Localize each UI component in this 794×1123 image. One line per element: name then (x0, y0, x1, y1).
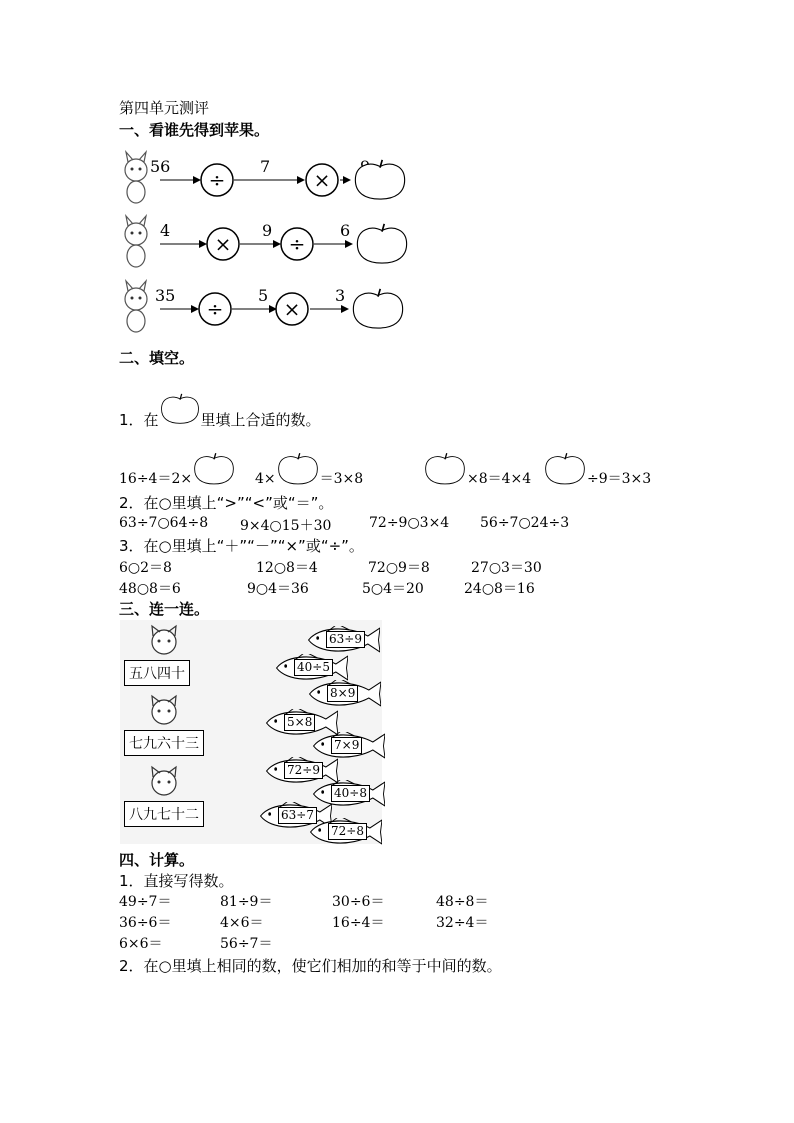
cat-icon (125, 216, 147, 267)
operator-symbol: ÷ (206, 297, 224, 321)
cat-card (124, 624, 204, 694)
fish-expression: 40÷8 (331, 785, 370, 802)
apple-answer-icon[interactable] (355, 160, 404, 199)
calc-item[interactable]: 36÷6＝ (119, 915, 172, 931)
operator-item[interactable]: 27○3＝30 (471, 560, 542, 576)
apple-chain-diagram (118, 150, 418, 212)
chain-number: 9 (262, 221, 273, 240)
apple-chain-row (118, 214, 418, 276)
fill-question-1 (119, 388, 321, 430)
fish-card[interactable] (272, 654, 348, 682)
page-title: 第四单元测评 (119, 99, 210, 117)
compare-item[interactable]: 72÷9○3×4 (369, 515, 450, 531)
apple-blank[interactable] (192, 450, 236, 488)
calc-item[interactable]: 48÷8＝ (436, 894, 489, 910)
operator-item[interactable]: 5○4＝20 (362, 581, 424, 597)
apple-fill-item[interactable] (119, 450, 236, 488)
fish-expression: 8×9 (327, 685, 358, 702)
calc-item[interactable]: 16÷4＝ (332, 915, 385, 931)
apple-answer-icon[interactable] (353, 289, 402, 328)
operator-circle (276, 293, 308, 325)
chain-number: 56 (150, 157, 171, 176)
operator-item[interactable]: 9○4＝36 (247, 581, 309, 597)
apple-chain-diagram (118, 214, 418, 276)
q1-prefix: 1．在 (119, 411, 159, 429)
operator-circle (207, 228, 239, 260)
fish-expression: 63÷9 (326, 631, 365, 648)
fish-card[interactable] (305, 680, 381, 708)
apple-fill-text: 16÷4＝2× (119, 471, 193, 487)
calc-item[interactable]: 81÷9＝ (220, 894, 273, 910)
chain-number: 3 (335, 286, 346, 305)
rabbit-icon (125, 281, 147, 332)
rhyme-label[interactable]: 五八四十 (124, 660, 190, 686)
fish-expression: 7×9 (331, 737, 362, 754)
operator-circle (281, 228, 313, 260)
rhyme-label[interactable]: 七九六十三 (124, 730, 204, 756)
operator-item[interactable]: 48○8＝6 (119, 581, 181, 597)
fish-expression: 72÷8 (328, 823, 367, 840)
apple-fill-text: 4× (255, 471, 276, 487)
section-2-heading: 二、填空。 (119, 349, 195, 367)
fish-expression: 5×8 (284, 714, 315, 731)
operator-item[interactable]: 24○8＝16 (464, 581, 535, 597)
chain-number: 5 (258, 286, 269, 305)
fish-card[interactable] (304, 626, 380, 654)
calc-item[interactable]: 49÷7＝ (119, 894, 172, 910)
chain-number: 6 (340, 221, 351, 240)
apple-fill-item[interactable] (423, 450, 531, 488)
fill-question-2: 2．在○里填上“>”“<”或“＝”。 (119, 494, 334, 512)
fill-question-3: 3．在○里填上“＋”“－”“×”或“÷”。 (119, 537, 364, 555)
calc-item[interactable]: 56÷7＝ (220, 936, 273, 952)
apple-fill-item[interactable] (255, 450, 363, 488)
calc-question-1: 1．直接写得数。 (119, 872, 234, 890)
chain-number: 4 (160, 221, 171, 240)
apple-chain-row (118, 150, 418, 212)
fish-expression: 63÷7 (278, 807, 317, 824)
operator-item[interactable]: 6○2＝8 (119, 560, 172, 576)
operator-circle (201, 164, 233, 196)
cat-icon (144, 624, 184, 660)
q1-suffix: 里填上合适的数。 (200, 411, 321, 429)
operator-circle (306, 164, 338, 196)
operator-item[interactable]: 72○9＝8 (368, 560, 430, 576)
calc-question-2: 2．在○里填上相同的数，使它们相加的和等于中间的数。 (119, 957, 502, 975)
calc-item[interactable]: 32÷4＝ (436, 915, 489, 931)
apple-chain-diagram (118, 279, 418, 341)
apple-blank[interactable] (423, 450, 467, 488)
chain-number: 7 (260, 157, 271, 176)
apple-answer-icon[interactable] (357, 224, 406, 263)
compare-item[interactable]: 63÷7○64÷8 (119, 515, 209, 531)
apple-fill-row (119, 436, 679, 486)
operator-symbol: ÷ (288, 232, 306, 256)
cat-card (124, 765, 204, 835)
rhyme-label[interactable]: 八九七十二 (124, 801, 204, 827)
operator-symbol: × (283, 297, 301, 321)
apple-blank[interactable] (276, 450, 320, 488)
apple-blank[interactable] (543, 450, 587, 488)
chain-number: 35 (155, 286, 176, 305)
apple-fill-text: ×8＝4×4 (467, 471, 532, 487)
cat-icon (144, 694, 184, 730)
fish-card[interactable] (306, 818, 382, 846)
dog-icon (125, 152, 147, 203)
apple-fill-text: ÷9＝3×3 (587, 471, 652, 487)
apple-fill-item[interactable] (543, 450, 651, 488)
apple-chain-row (118, 279, 418, 341)
operator-item[interactable]: 12○8＝4 (256, 560, 318, 576)
cat-icon (144, 765, 184, 801)
fish-card[interactable] (309, 732, 385, 760)
operator-symbol: ÷ (208, 168, 226, 192)
apple-fill-text: ＝3×8 (319, 471, 364, 487)
calc-item[interactable]: 6×6＝ (119, 936, 163, 952)
calc-item[interactable]: 4×6＝ (220, 915, 264, 931)
apple-icon (159, 388, 201, 430)
operator-symbol: × (214, 232, 232, 256)
section-1-heading: 一、看谁先得到苹果。 (119, 121, 270, 139)
cat-card (124, 694, 204, 764)
operator-symbol: × (313, 168, 331, 192)
calc-item[interactable]: 30÷6＝ (332, 894, 385, 910)
fish-expression: 40÷5 (294, 659, 333, 676)
operator-circle (199, 293, 231, 325)
compare-item[interactable]: 56÷7○24÷3 (480, 515, 570, 531)
section-3-heading: 三、连一连。 (119, 600, 210, 618)
compare-item[interactable]: 9×4○15＋30 (240, 518, 332, 534)
fish-expression: 72÷9 (284, 762, 323, 779)
section-4-heading: 四、计算。 (119, 851, 195, 869)
